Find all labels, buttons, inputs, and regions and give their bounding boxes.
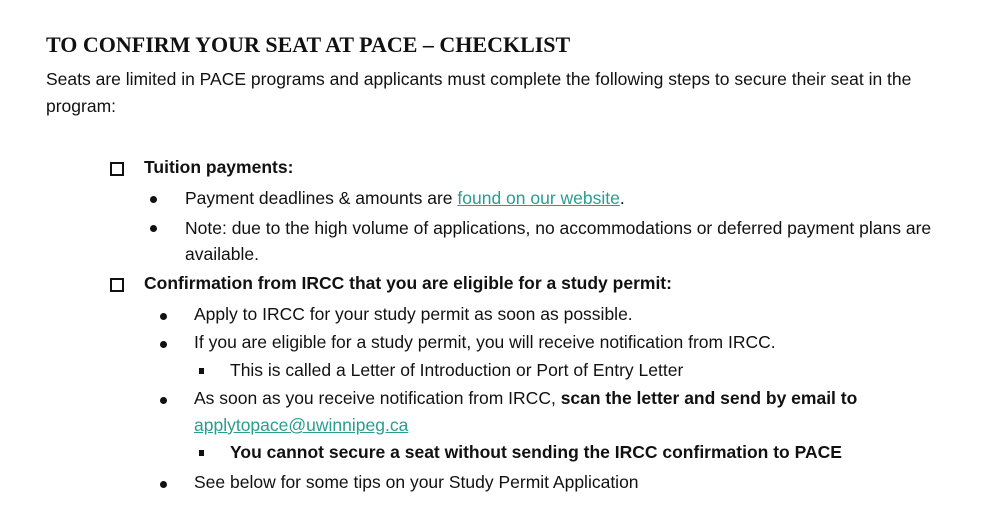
section-heading-tuition: Tuition payments: <box>144 157 294 177</box>
list-item-apply: Apply to IRCC for your study permit as soon as possible. <box>194 304 633 324</box>
bullet-icon <box>160 341 167 348</box>
list-item-note: Note: due to the high volume of applications, no accommodations or deferred payment plans are available. <box>185 218 932 264</box>
bullet-icon <box>160 397 167 404</box>
email-link[interactable]: applytopace@uwinnipeg.ca <box>194 415 409 435</box>
bullet-icon <box>160 481 167 488</box>
item-text: Payment deadlines & amounts are <box>185 188 458 208</box>
list-item-payment-deadlines <box>185 186 625 210</box>
bullet-icon <box>160 313 167 320</box>
list-item-eligible: If you are eligible for a study permit, you will receive notification from IRCC. <box>194 332 776 352</box>
square-bullet-icon <box>199 450 204 456</box>
item-text-bold: scan the letter and send by email to <box>560 388 858 408</box>
sub-item-warning: You cannot secure a seat without sending the IRCC confirmation to PACE <box>230 442 842 462</box>
list-item-scan <box>194 386 857 410</box>
website-link[interactable]: found on our website <box>457 188 620 208</box>
item-text: As soon as you receive notification from IRCC, <box>194 388 561 408</box>
bullet-icon <box>150 196 157 203</box>
checkbox-tuition[interactable] <box>110 162 124 176</box>
bullet-icon <box>150 225 157 232</box>
checkbox-ircc[interactable] <box>110 278 124 292</box>
section-heading-ircc: Confirmation from IRCC that you are eligible for a study permit: <box>144 273 672 293</box>
list-item-tips: See below for some tips on your Study Permit Application <box>194 472 639 492</box>
page-title: TO CONFIRM YOUR SEAT AT PACE – CHECKLIST <box>46 32 571 57</box>
intro-paragraph: Seats are limited in PACE programs and applicants must complete the following steps to secure their seat in the program: <box>46 69 912 116</box>
email-line <box>194 413 408 437</box>
item-text-end: . <box>619 188 625 208</box>
sub-item-letter: This is called a Letter of Introduction or Port of Entry Letter <box>230 360 684 380</box>
square-bullet-icon <box>199 368 204 374</box>
